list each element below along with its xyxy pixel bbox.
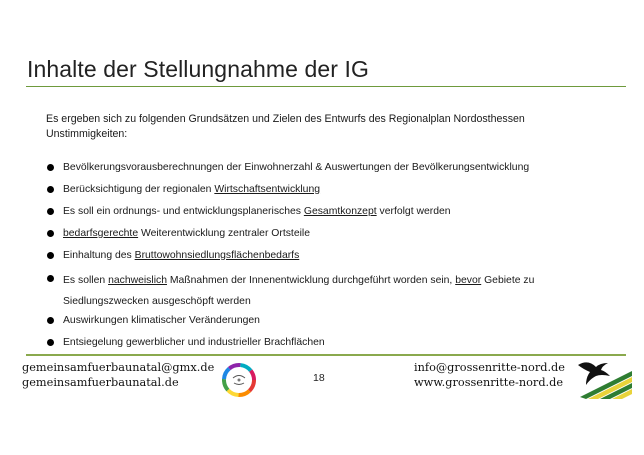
list-item (46, 160, 616, 182)
bullet-text: Maßnahmen der Innenentwicklung durchgeführt worden sein, (166, 275, 456, 286)
bullet-dot-icon (47, 164, 54, 171)
bird-landscape-logo-icon (574, 357, 632, 399)
footer-email-left[interactable]: gemeinsamfuerbaunatal@gmx.de (22, 361, 215, 374)
underlined-term: bevor (455, 275, 482, 286)
footer-website-right[interactable]: www.grossenritte-nord.de (414, 375, 564, 389)
bullet-dot-icon (47, 252, 54, 259)
bullet-list (46, 160, 616, 357)
bullet-dot-icon (47, 339, 54, 346)
list-item (46, 313, 616, 335)
slide-title: Inhalte der Stellungnahme der IG (27, 56, 370, 82)
list-item (46, 204, 616, 226)
page-number: 18 (313, 372, 325, 384)
footer-website-left[interactable]: gemeinsamfuerbaunatal.de (22, 375, 179, 389)
list-item (46, 226, 616, 248)
list-item (46, 248, 616, 270)
bullet-dot-icon (47, 317, 54, 324)
bullet-text: verfolgt werden (376, 206, 451, 217)
bullet-text: Einhaltung des (63, 250, 135, 261)
underlined-term: Wirtschaftsentwicklung (214, 184, 321, 195)
list-item (46, 182, 616, 204)
bullet-dot-icon (47, 230, 54, 237)
bullet-text: Weiterentwicklung zentraler Ortsteile (138, 228, 310, 239)
bullet-dot-icon (47, 208, 54, 215)
bullet-text: Es sollen (63, 275, 109, 286)
underlined-term: Bruttowohnsiedlungsflächenbedarfs (134, 250, 300, 261)
bullet-text: Bevölkerungsvorausberechnungen der Einwohnerzahl & Auswertungen der Bevölkerungsentwicklung (63, 162, 530, 173)
intro-text: Es ergeben sich zu folgenden Grundsätzen und Zielen des Entwurfs des Regionalplan Nordosthessen Unstimmigkeiten: (46, 113, 525, 140)
gemeinsam-logo-icon (220, 360, 258, 400)
footer-email-right[interactable]: info@grossenritte-nord.de (414, 361, 565, 374)
bullet-text: Auswirkungen klimatischer Veränderungen (63, 315, 260, 326)
underlined-term: bedarfsgerechte (63, 228, 139, 239)
title-rule (26, 86, 626, 87)
footer-left-contact (22, 361, 214, 390)
footer-rule (26, 354, 626, 356)
underlined-term: Gesamtkonzept (303, 206, 377, 217)
bullet-dot-icon (47, 186, 54, 193)
bullet-text: Es soll ein ordnungs- und entwicklungsplanerisches (63, 206, 304, 217)
footer-right-contact (414, 361, 565, 390)
bullet-dot-icon (47, 275, 54, 282)
bullet-text: Entsiegelung gewerblicher und industrieller Brachflächen (63, 337, 325, 348)
list-item (46, 270, 616, 313)
bullet-text: Gebiete zu Siedlungszwecken ausgeschöpft werden (63, 275, 535, 307)
bullet-text: Berücksichtigung der regionalen (63, 184, 215, 195)
underlined-term: nachweislich (108, 275, 167, 286)
